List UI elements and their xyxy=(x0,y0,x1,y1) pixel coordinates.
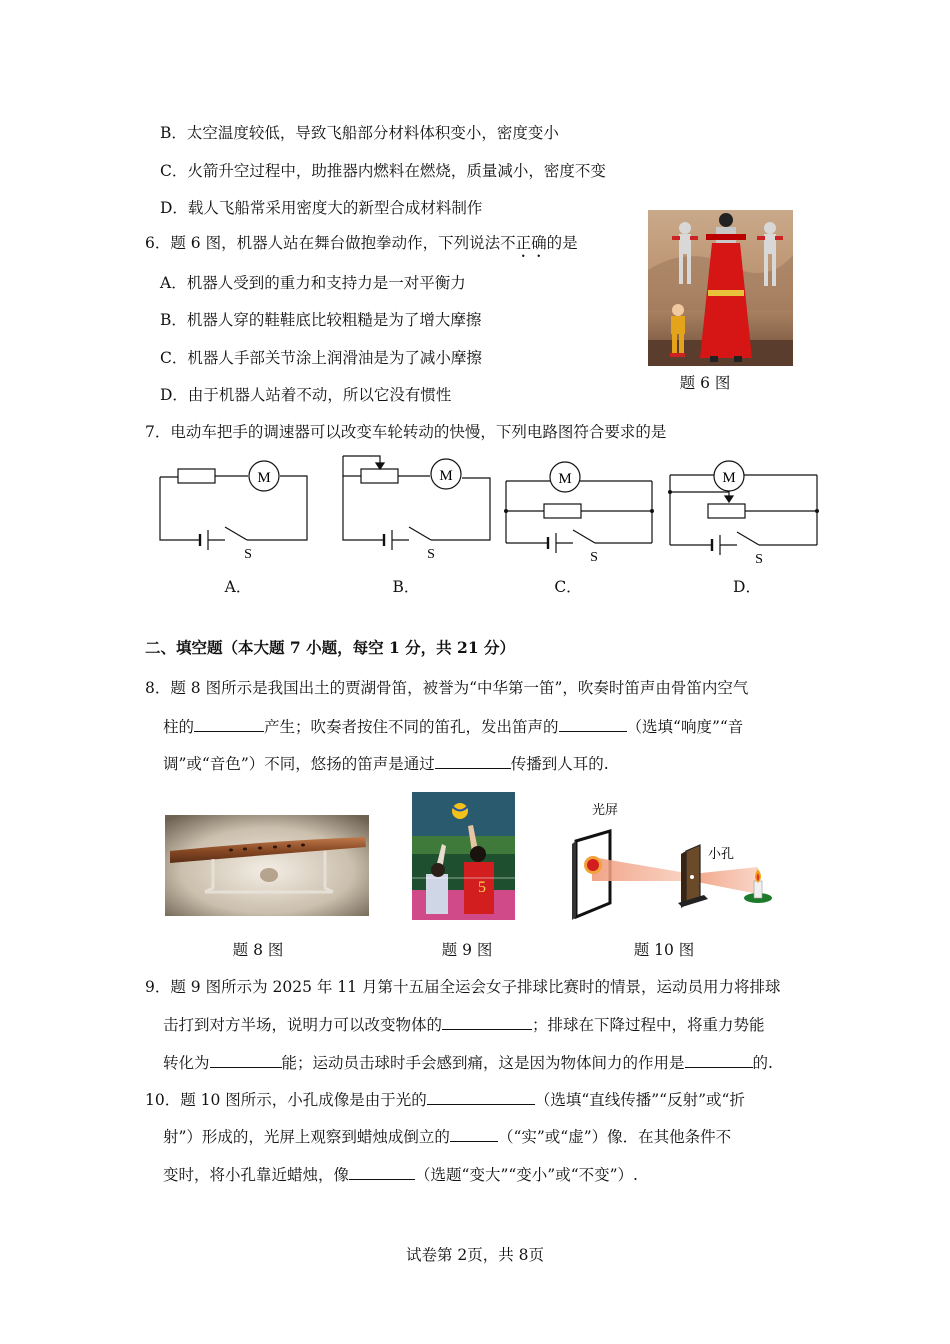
q8-blank-1[interactable] xyxy=(194,716,264,732)
q6-stem-emphasis: 正确 xyxy=(515,234,547,252)
q8-line3 xyxy=(163,753,609,774)
fig10-screen-label: 光屏 xyxy=(592,802,619,817)
q9-line3-part3: 的. xyxy=(752,1054,773,1072)
q5-option-b: B．太空温度较低，导致飞船部分材料体积变小，密度变小 xyxy=(160,124,559,142)
q6-stem xyxy=(145,233,578,261)
q8-line3-part1: 调”或“音色”）不同，悠扬的笛声是通过 xyxy=(163,755,435,773)
circuit-d-switch-label: S xyxy=(755,552,763,567)
q9-line1: 9．题 9 图所示为 2025 年 11 月第十五届全运会女子排球比赛时的情景，运动员用力将排球 xyxy=(145,978,781,996)
fig10-pinhole-diagram xyxy=(568,795,788,920)
circuit-c xyxy=(500,455,660,570)
q8-line3-part2: 传播到人耳的. xyxy=(510,755,609,773)
circuit-a-resistor xyxy=(178,469,215,483)
q6-stem-pre: 6．题 6 图，机器人站在舞台做抱拳动作，下列说法不 xyxy=(145,234,516,252)
circuit-b-caption: B． xyxy=(392,578,420,596)
q5-option-d: D．载人飞船常采用密度大的新型合成材料制作 xyxy=(160,199,483,217)
q5-option-c: C．火箭升空过程中，助推器内燃料在燃烧，质量减小，密度不变 xyxy=(160,162,606,180)
q6-option-a: A．机器人受到的重力和支持力是一对平衡力 xyxy=(160,274,466,292)
q10-line2-part2: （“实”或“虚”）像．在其他条件不 xyxy=(497,1128,732,1146)
q8-blank-3[interactable] xyxy=(435,753,511,769)
circuit-a-motor-label: M xyxy=(257,470,271,486)
section2-heading: 二、填空题（本大题 7 小题，每空 1 分，共 21 分） xyxy=(145,638,516,657)
q9-blank-3[interactable] xyxy=(685,1052,753,1068)
q9-line3-part2: 能；运动员击球时手会感到痛，这是因为物体间力的作用是 xyxy=(281,1054,685,1072)
fig10-hole-label: 小孔 xyxy=(708,846,735,861)
q6-option-c: C．机器人手部关节涂上润滑油是为了减小摩擦 xyxy=(160,349,482,367)
circuit-d-motor-label: M xyxy=(722,470,736,486)
q9-line3 xyxy=(163,1052,773,1073)
fig9-caption: 题 9 图 xyxy=(441,941,493,959)
q9-line2-part2: ；排球在下降过程中，将重力势能 xyxy=(532,1016,765,1034)
q10-line2 xyxy=(163,1126,731,1147)
q10-blank-1[interactable] xyxy=(427,1089,535,1105)
circuit-c-resistor xyxy=(544,504,581,518)
circuit-b-motor-label: M xyxy=(439,468,453,484)
q10-line3 xyxy=(163,1164,638,1185)
q8-line2-part1: 柱的 xyxy=(163,718,195,736)
q10-blank-3[interactable] xyxy=(349,1164,415,1180)
fig9-jersey-number: 5 xyxy=(478,879,486,896)
q10-line1-part1: 10．题 10 图所示，小孔成像是由于光的 xyxy=(145,1091,427,1109)
circuit-a xyxy=(155,455,315,565)
q6-stem-post: 的是 xyxy=(546,234,578,252)
fig8-caption: 题 8 图 xyxy=(232,941,284,959)
circuit-a-caption: A． xyxy=(224,578,252,596)
circuit-a-switch-label: S xyxy=(244,547,252,562)
page-footer: 试卷第 2页，共 8页 xyxy=(405,1246,545,1264)
q8-line2-part2: 产生；吹奏者按住不同的笛孔，发出笛声的 xyxy=(264,718,559,736)
q8-line2-part3: （选填“响度”“音 xyxy=(626,718,744,736)
circuit-a-switch xyxy=(225,527,247,540)
circuit-b-rheostat xyxy=(361,469,398,483)
circuit-d-rheostat xyxy=(708,504,745,518)
fig6-robot-photo xyxy=(648,210,793,366)
circuit-d xyxy=(665,455,825,570)
circuit-c-switch-label: S xyxy=(590,550,598,565)
circuit-b xyxy=(336,450,496,565)
circuit-b-switch-label: S xyxy=(427,547,435,562)
fig9-volleyball-photo xyxy=(412,792,515,920)
q10-line1-part2: （选填“直线传播”“反射”或“折 xyxy=(534,1091,745,1109)
q9-line2-part1: 击打到对方半场，说明力可以改变物体的 xyxy=(163,1016,443,1034)
q8-line2 xyxy=(163,716,743,737)
circuit-b-switch xyxy=(409,527,431,540)
fig10-pinhole-board xyxy=(686,845,700,905)
fig8-bone-flute-photo xyxy=(165,815,369,916)
circuit-d-switch xyxy=(737,532,759,545)
fig10-caption: 题 10 图 xyxy=(633,941,695,959)
q10-line3-part2: （选题“变大”“变小”或“不变”）. xyxy=(415,1166,638,1184)
q8-blank-2[interactable] xyxy=(559,716,627,732)
q6-option-b: B．机器人穿的鞋鞋底比较粗糙是为了增大摩擦 xyxy=(160,311,482,329)
q9-line3-part1: 转化为 xyxy=(163,1054,210,1072)
q10-line2-part1: 射”）形成的，光屏上观察到蜡烛成倒立的 xyxy=(163,1128,450,1146)
q9-line2 xyxy=(163,1014,765,1035)
q7-stem: 7．电动车把手的调速器可以改变车轮转动的快慢，下列电路图符合要求的是 xyxy=(145,423,667,441)
circuit-c-motor-label: M xyxy=(558,471,572,487)
circuit-c-caption: C． xyxy=(554,578,582,596)
circuit-c-switch xyxy=(573,530,595,543)
q10-line1 xyxy=(145,1089,745,1110)
q6-option-d: D．由于机器人站着不动，所以它没有惯性 xyxy=(160,386,452,404)
fig6-caption: 题 6 图 xyxy=(679,374,731,392)
q10-line3-part1: 变时，将小孔靠近蜡烛，像 xyxy=(163,1166,350,1184)
q10-blank-2[interactable] xyxy=(450,1126,498,1142)
q9-blank-1[interactable] xyxy=(442,1014,532,1030)
q9-blank-2[interactable] xyxy=(210,1052,282,1068)
q8-line1: 8．题 8 图所示是我国出土的贾湖骨笛，被誉为“中华第一笛”，吹奏时笛声由骨笛内空气 xyxy=(145,679,749,697)
circuit-d-caption: D． xyxy=(733,578,761,596)
